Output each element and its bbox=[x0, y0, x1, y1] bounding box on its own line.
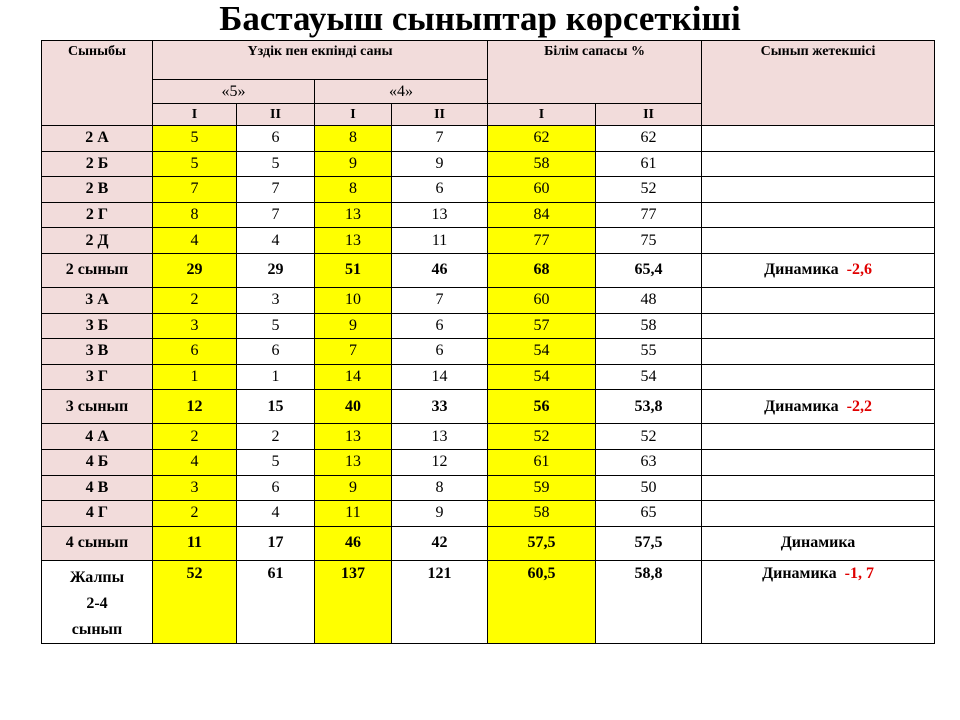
class-name-cell: 4 В bbox=[42, 475, 153, 501]
value-cell: 6 bbox=[392, 177, 488, 203]
dynamics-label: Динамика bbox=[780, 534, 856, 552]
value-cell: 48 bbox=[596, 287, 702, 313]
table-row bbox=[42, 202, 935, 228]
table-row bbox=[42, 364, 935, 390]
summary-value-cell: 68 bbox=[488, 253, 596, 287]
value-cell: 2 bbox=[153, 287, 237, 313]
header-grade4: «4» bbox=[315, 80, 488, 104]
teacher-cell bbox=[702, 287, 935, 313]
value-cell: 7 bbox=[392, 287, 488, 313]
value-cell: 6 bbox=[153, 339, 237, 365]
value-cell: 5 bbox=[153, 126, 237, 152]
summary-value-cell: 17 bbox=[237, 526, 315, 560]
header-sem2: ІІ bbox=[237, 104, 315, 126]
value-cell: 13 bbox=[392, 424, 488, 450]
summary-value-cell: 42 bbox=[392, 526, 488, 560]
header-sem1: І bbox=[315, 104, 392, 126]
value-cell: 10 bbox=[315, 287, 392, 313]
page-title: Бастауыш сыныптар көрсеткіші bbox=[219, 0, 741, 38]
value-cell: 1 bbox=[153, 364, 237, 390]
value-cell: 7 bbox=[153, 177, 237, 203]
value-cell: 62 bbox=[596, 126, 702, 152]
value-cell: 54 bbox=[488, 364, 596, 390]
total-value-cell: 121 bbox=[392, 560, 488, 643]
dynamics-cell bbox=[702, 390, 935, 424]
summary-name-cell: 3 сынып bbox=[42, 390, 153, 424]
value-cell: 3 bbox=[237, 287, 315, 313]
value-cell: 61 bbox=[596, 151, 702, 177]
value-cell: 11 bbox=[392, 228, 488, 254]
value-cell: 6 bbox=[237, 339, 315, 365]
summary-name-cell: 2 сынып bbox=[42, 253, 153, 287]
value-cell: 84 bbox=[488, 202, 596, 228]
total-name-line: 2-4 bbox=[86, 594, 108, 612]
table-row bbox=[42, 475, 935, 501]
summary-value-cell: 29 bbox=[237, 253, 315, 287]
value-cell: 8 bbox=[315, 177, 392, 203]
teacher-cell bbox=[702, 177, 935, 203]
value-cell: 77 bbox=[596, 202, 702, 228]
class-name-cell: 3 А bbox=[42, 287, 153, 313]
teacher-cell bbox=[702, 449, 935, 475]
value-cell: 9 bbox=[315, 313, 392, 339]
header-teacher: Сынып жетекшісі bbox=[702, 41, 935, 126]
dynamics-cell bbox=[702, 560, 935, 643]
summary-value-cell: 53,8 bbox=[596, 390, 702, 424]
header-grade5: «5» bbox=[153, 80, 315, 104]
value-cell: 5 bbox=[237, 151, 315, 177]
summary-value-cell: 29 bbox=[153, 253, 237, 287]
value-cell: 60 bbox=[488, 287, 596, 313]
value-cell: 3 bbox=[153, 313, 237, 339]
value-cell: 75 bbox=[596, 228, 702, 254]
summary-value-cell: 46 bbox=[315, 526, 392, 560]
class-name-cell: 4 А bbox=[42, 424, 153, 450]
value-cell: 7 bbox=[315, 339, 392, 365]
value-cell: 7 bbox=[392, 126, 488, 152]
table-row bbox=[42, 313, 935, 339]
summary-row bbox=[42, 526, 935, 560]
teacher-cell bbox=[702, 339, 935, 365]
teacher-cell bbox=[702, 364, 935, 390]
value-cell: 9 bbox=[315, 151, 392, 177]
summary-value-cell: 57,5 bbox=[488, 526, 596, 560]
value-cell: 60 bbox=[488, 177, 596, 203]
summary-value-cell: 33 bbox=[392, 390, 488, 424]
summary-value-cell: 46 bbox=[392, 253, 488, 287]
value-cell: 7 bbox=[237, 202, 315, 228]
header-excellent: Үздік пен екпінді саны bbox=[153, 41, 488, 80]
teacher-cell bbox=[702, 228, 935, 254]
value-cell: 13 bbox=[392, 202, 488, 228]
teacher-cell bbox=[702, 126, 935, 152]
class-name-cell: 3 Б bbox=[42, 313, 153, 339]
value-cell: 58 bbox=[596, 313, 702, 339]
value-cell: 61 bbox=[488, 449, 596, 475]
value-cell: 6 bbox=[392, 339, 488, 365]
value-cell: 52 bbox=[488, 424, 596, 450]
class-name-cell: 2 В bbox=[42, 177, 153, 203]
teacher-cell bbox=[702, 424, 935, 450]
value-cell: 62 bbox=[488, 126, 596, 152]
dynamics-cell bbox=[702, 253, 935, 287]
value-cell: 54 bbox=[488, 339, 596, 365]
value-cell: 57 bbox=[488, 313, 596, 339]
header-sem2: ІІ bbox=[392, 104, 488, 126]
value-cell: 13 bbox=[315, 228, 392, 254]
table-row bbox=[42, 424, 935, 450]
teacher-cell bbox=[702, 151, 935, 177]
dynamics-cell bbox=[702, 526, 935, 560]
total-value-cell: 61 bbox=[237, 560, 315, 643]
value-cell: 59 bbox=[488, 475, 596, 501]
value-cell: 9 bbox=[392, 151, 488, 177]
total-value-cell: 137 bbox=[315, 560, 392, 643]
summary-value-cell: 15 bbox=[237, 390, 315, 424]
value-cell: 5 bbox=[153, 151, 237, 177]
value-cell: 58 bbox=[488, 151, 596, 177]
dynamics-label: Динамика bbox=[764, 261, 839, 279]
summary-value-cell: 40 bbox=[315, 390, 392, 424]
class-name-cell: 2 Д bbox=[42, 228, 153, 254]
value-cell: 2 bbox=[153, 424, 237, 450]
summary-row bbox=[42, 390, 935, 424]
summary-name-cell: 4 сынып bbox=[42, 526, 153, 560]
summary-value-cell: 51 bbox=[315, 253, 392, 287]
value-cell: 5 bbox=[237, 449, 315, 475]
table-row bbox=[42, 339, 935, 365]
table-row bbox=[42, 449, 935, 475]
value-cell: 8 bbox=[392, 475, 488, 501]
teacher-cell bbox=[702, 202, 935, 228]
total-name-line: Жалпы bbox=[69, 568, 125, 586]
total-value-cell: 58,8 bbox=[596, 560, 702, 643]
header-sem2: ІІ bbox=[596, 104, 702, 126]
value-cell: 50 bbox=[596, 475, 702, 501]
dynamics-label: Динамика bbox=[764, 397, 839, 415]
value-cell: 8 bbox=[315, 126, 392, 152]
value-cell: 52 bbox=[596, 177, 702, 203]
total-row bbox=[42, 560, 935, 643]
value-cell: 6 bbox=[237, 475, 315, 501]
value-cell: 8 bbox=[153, 202, 237, 228]
value-cell: 9 bbox=[392, 501, 488, 527]
table-row bbox=[42, 501, 935, 527]
teacher-cell bbox=[702, 501, 935, 527]
class-name-cell: 3 В bbox=[42, 339, 153, 365]
class-name-cell: 4 Б bbox=[42, 449, 153, 475]
value-cell: 1 bbox=[237, 364, 315, 390]
table-row bbox=[42, 177, 935, 203]
value-cell: 9 bbox=[315, 475, 392, 501]
value-cell: 58 bbox=[488, 501, 596, 527]
class-name-cell: 4 Г bbox=[42, 501, 153, 527]
value-cell: 13 bbox=[315, 202, 392, 228]
header-sem1: І bbox=[488, 104, 596, 126]
value-cell: 2 bbox=[153, 501, 237, 527]
value-cell: 13 bbox=[315, 424, 392, 450]
value-cell: 13 bbox=[315, 449, 392, 475]
summary-value-cell: 12 bbox=[153, 390, 237, 424]
class-name-cell: 2 А bbox=[42, 126, 153, 152]
value-cell: 6 bbox=[237, 126, 315, 152]
total-name-line: сынып bbox=[71, 620, 123, 638]
value-cell: 4 bbox=[237, 501, 315, 527]
total-name-cell bbox=[42, 560, 153, 643]
value-cell: 63 bbox=[596, 449, 702, 475]
summary-value-cell: 11 bbox=[153, 526, 237, 560]
value-cell: 12 bbox=[392, 449, 488, 475]
value-cell: 2 bbox=[237, 424, 315, 450]
teacher-cell bbox=[702, 475, 935, 501]
total-value-cell: 60,5 bbox=[488, 560, 596, 643]
value-cell: 54 bbox=[596, 364, 702, 390]
class-name-cell: 3 Г bbox=[42, 364, 153, 390]
value-cell: 7 bbox=[237, 177, 315, 203]
value-cell: 4 bbox=[153, 228, 237, 254]
class-name-cell: 2 Г bbox=[42, 202, 153, 228]
header-quality: Білім сапасы % bbox=[488, 41, 702, 104]
performance-table bbox=[41, 40, 935, 644]
dynamics-delta: -2,2 bbox=[846, 397, 872, 415]
value-cell: 4 bbox=[237, 228, 315, 254]
value-cell: 52 bbox=[596, 424, 702, 450]
dynamics-delta: -2,6 bbox=[846, 261, 872, 279]
value-cell: 77 bbox=[488, 228, 596, 254]
header-sem1: І bbox=[153, 104, 237, 126]
table-row bbox=[42, 228, 935, 254]
value-cell: 5 bbox=[237, 313, 315, 339]
summary-value-cell: 56 bbox=[488, 390, 596, 424]
teacher-cell bbox=[702, 313, 935, 339]
dynamics-label: Динамика bbox=[762, 564, 837, 582]
table-row bbox=[42, 126, 935, 152]
class-name-cell: 2 Б bbox=[42, 151, 153, 177]
value-cell: 14 bbox=[315, 364, 392, 390]
value-cell: 11 bbox=[315, 501, 392, 527]
value-cell: 55 bbox=[596, 339, 702, 365]
summary-value-cell: 57,5 bbox=[596, 526, 702, 560]
value-cell: 4 bbox=[153, 449, 237, 475]
value-cell: 3 bbox=[153, 475, 237, 501]
summary-value-cell: 65,4 bbox=[596, 253, 702, 287]
value-cell: 14 bbox=[392, 364, 488, 390]
value-cell: 6 bbox=[392, 313, 488, 339]
table-row bbox=[42, 151, 935, 177]
dynamics-delta: -1, 7 bbox=[844, 564, 874, 582]
total-value-cell: 52 bbox=[153, 560, 237, 643]
value-cell: 65 bbox=[596, 501, 702, 527]
summary-row bbox=[42, 253, 935, 287]
table-row bbox=[42, 287, 935, 313]
header-class: Сыныбы bbox=[42, 41, 153, 126]
